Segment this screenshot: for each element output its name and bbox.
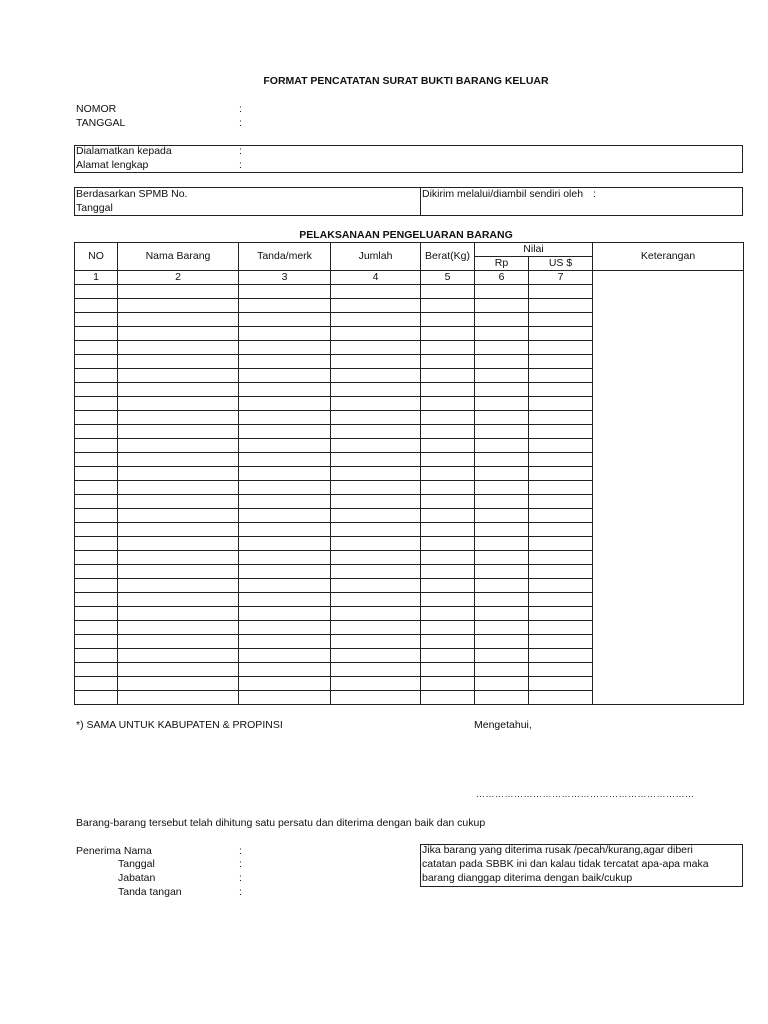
table-cell — [529, 341, 593, 355]
table-cell — [529, 495, 593, 509]
table-cell — [475, 313, 529, 327]
table-cell — [75, 509, 118, 523]
table-cell — [118, 565, 239, 579]
table-cell — [239, 495, 331, 509]
spmb-date-label: Tanggal — [76, 202, 113, 214]
table-cell — [75, 425, 118, 439]
table-cell — [239, 649, 331, 663]
table-cell — [421, 607, 475, 621]
table-cell — [118, 467, 239, 481]
table-cell — [331, 495, 421, 509]
table-cell — [331, 607, 421, 621]
table-cell — [239, 663, 331, 677]
table-cell — [75, 565, 118, 579]
table-cell — [331, 299, 421, 313]
table-cell — [529, 565, 593, 579]
table-cell — [239, 677, 331, 691]
table-cell — [421, 439, 475, 453]
table-cell — [421, 453, 475, 467]
table-cell — [475, 663, 529, 677]
table-cell — [331, 411, 421, 425]
table-cell — [239, 537, 331, 551]
tanggal-colon: : — [239, 117, 242, 129]
table-cell — [529, 327, 593, 341]
nomor-label: NOMOR — [76, 103, 117, 115]
table-cell — [421, 537, 475, 551]
table-cell — [118, 397, 239, 411]
table-cell — [239, 341, 331, 355]
table-cell — [529, 635, 593, 649]
table-cell — [475, 355, 529, 369]
table-cell — [331, 341, 421, 355]
column-number: 4 — [331, 271, 421, 285]
table-cell — [239, 411, 331, 425]
header-remarks: Keterangan — [593, 243, 744, 271]
table-cell — [529, 621, 593, 635]
table-cell — [239, 327, 331, 341]
table-cell — [421, 467, 475, 481]
table-cell — [529, 411, 593, 425]
table-cell — [118, 383, 239, 397]
receiver-name-colon: : — [239, 845, 242, 857]
table-cell — [239, 635, 331, 649]
table-cell — [331, 621, 421, 635]
table-cell — [239, 523, 331, 537]
table-cell — [475, 397, 529, 411]
table-cell — [75, 397, 118, 411]
table-cell — [529, 677, 593, 691]
receiver-signature-colon: : — [239, 886, 242, 898]
table-cell — [75, 607, 118, 621]
table-cell — [331, 537, 421, 551]
header-usd: US $ — [529, 257, 593, 271]
table-cell — [475, 481, 529, 495]
table-cell — [75, 593, 118, 607]
receiver-date-label: Tanggal — [118, 858, 155, 870]
table-cell — [475, 691, 529, 705]
table-cell — [475, 439, 529, 453]
table-cell — [239, 579, 331, 593]
table-cell — [475, 341, 529, 355]
header-quantity: Jumlah — [331, 243, 421, 271]
table-cell — [529, 663, 593, 677]
table-cell — [118, 607, 239, 621]
table-cell — [331, 593, 421, 607]
table-cell — [331, 509, 421, 523]
table-cell — [331, 481, 421, 495]
table-cell — [75, 355, 118, 369]
table-cell — [75, 677, 118, 691]
note-line: catatan pada SBBK ini dan kalau tidak tercatat apa-apa maka — [422, 858, 709, 870]
table-cell — [75, 537, 118, 551]
receiver-position-label: Jabatan — [118, 872, 156, 884]
table-cell — [331, 691, 421, 705]
table-cell — [421, 579, 475, 593]
table-cell — [529, 691, 593, 705]
table-cell — [118, 453, 239, 467]
items-table — [74, 242, 744, 705]
table-cell — [529, 649, 593, 663]
table-cell — [118, 369, 239, 383]
table-cell — [331, 453, 421, 467]
acknowledged-label: Mengetahui, — [474, 719, 532, 731]
table-cell — [118, 481, 239, 495]
table-cell — [529, 481, 593, 495]
table-cell — [421, 411, 475, 425]
table-cell — [75, 439, 118, 453]
table-cell — [239, 453, 331, 467]
table-cell — [475, 579, 529, 593]
table-cell — [75, 341, 118, 355]
table-cell — [475, 635, 529, 649]
receiver-signature-label: Tanda tangan — [118, 886, 182, 898]
addressed-to-colon: : — [239, 145, 242, 157]
spmb-label: Berdasarkan SPMB No. — [76, 188, 188, 200]
table-cell — [475, 677, 529, 691]
table-cell — [75, 285, 118, 299]
table-cell — [529, 579, 593, 593]
table-cell — [118, 313, 239, 327]
table-cell — [239, 439, 331, 453]
table-cell — [239, 369, 331, 383]
statement: Barang-barang tersebut telah dihitung satu persatu dan diterima dengan baik dan cukup — [76, 817, 486, 829]
table-cell — [239, 607, 331, 621]
table-cell — [75, 495, 118, 509]
table-cell — [75, 579, 118, 593]
table-cell — [331, 397, 421, 411]
table-cell — [239, 425, 331, 439]
table-cell — [475, 607, 529, 621]
receiver-position-colon: : — [239, 872, 242, 884]
signature-line: …………………………………………………………… — [476, 789, 695, 799]
table-cell — [421, 285, 475, 299]
table-cell — [331, 383, 421, 397]
table-cell — [421, 649, 475, 663]
table-cell — [421, 523, 475, 537]
table-cell — [421, 635, 475, 649]
tanggal-label: TANGGAL — [76, 117, 126, 129]
footnote: *) SAMA UNTUK KABUPATEN & PROPINSI — [76, 719, 283, 731]
table-cell — [118, 425, 239, 439]
table-cell — [239, 565, 331, 579]
table-cell — [475, 495, 529, 509]
table-cell — [331, 551, 421, 565]
addressed-to-label: Dialamatkan kepada — [76, 145, 172, 157]
table-cell — [475, 453, 529, 467]
table-cell — [529, 607, 593, 621]
table-cell — [421, 691, 475, 705]
table-cell — [331, 425, 421, 439]
table-cell — [118, 593, 239, 607]
table-cell — [239, 593, 331, 607]
table-cell — [331, 635, 421, 649]
note-line: Jika barang yang diterima rusak /pecah/kurang,agar diberi — [422, 844, 693, 856]
table-cell — [75, 523, 118, 537]
nomor-colon: : — [239, 103, 242, 115]
table-cell — [118, 635, 239, 649]
table-cell — [475, 425, 529, 439]
table-cell — [475, 509, 529, 523]
table-cell — [331, 467, 421, 481]
header-brand: Tanda/merk — [239, 243, 331, 271]
table-cell — [75, 663, 118, 677]
table-cell — [239, 355, 331, 369]
table-cell — [421, 621, 475, 635]
table-cell — [421, 313, 475, 327]
table-cell — [118, 523, 239, 537]
sent-via-colon: : — [593, 188, 596, 200]
table-cell — [118, 691, 239, 705]
table-cell — [331, 649, 421, 663]
table-cell — [75, 467, 118, 481]
table-cell — [421, 327, 475, 341]
full-address-label: Alamat lengkap — [76, 159, 149, 171]
table-cell — [331, 565, 421, 579]
table-cell — [331, 369, 421, 383]
address-box — [74, 145, 743, 173]
table-cell — [421, 383, 475, 397]
table-cell — [475, 369, 529, 383]
table-cell — [475, 565, 529, 579]
table-cell — [239, 397, 331, 411]
table-cell — [529, 425, 593, 439]
table-cell — [529, 551, 593, 565]
table-cell — [529, 355, 593, 369]
table-cell — [475, 537, 529, 551]
table-cell — [118, 299, 239, 313]
remarks-cell — [593, 271, 744, 705]
table-cell — [118, 621, 239, 635]
table-cell — [118, 495, 239, 509]
column-number: 5 — [421, 271, 475, 285]
table-cell — [421, 299, 475, 313]
table-cell — [239, 551, 331, 565]
table-cell — [239, 621, 331, 635]
table-cell — [529, 299, 593, 313]
table-cell — [239, 481, 331, 495]
document-title: FORMAT PENCATATAN SURAT BUKTI BARANG KELUAR — [263, 75, 549, 87]
table-cell — [421, 425, 475, 439]
table-cell — [75, 327, 118, 341]
table-cell — [331, 313, 421, 327]
table-cell — [475, 649, 529, 663]
table-cell — [118, 285, 239, 299]
table-cell — [529, 509, 593, 523]
table-cell — [118, 355, 239, 369]
section-title: PELAKSANAAN PENGELUARAN BARANG — [299, 229, 513, 241]
table-cell — [239, 299, 331, 313]
table-cell — [529, 397, 593, 411]
table-cell — [118, 341, 239, 355]
table-cell — [331, 355, 421, 369]
table-cell — [239, 509, 331, 523]
column-number: 1 — [75, 271, 118, 285]
table-cell — [75, 453, 118, 467]
table-cell — [421, 663, 475, 677]
table-cell — [239, 691, 331, 705]
header-no: NO — [75, 243, 118, 271]
table-cell — [475, 621, 529, 635]
column-number: 7 — [529, 271, 593, 285]
table-cell — [118, 663, 239, 677]
table-cell — [75, 313, 118, 327]
table-cell — [475, 299, 529, 313]
table-cell — [529, 523, 593, 537]
table-cell — [331, 523, 421, 537]
table-cell — [421, 677, 475, 691]
table-cell — [118, 579, 239, 593]
table-cell — [421, 495, 475, 509]
table-cell — [529, 383, 593, 397]
table-cell — [421, 593, 475, 607]
column-number: 2 — [118, 271, 239, 285]
table-cell — [118, 509, 239, 523]
table-cell — [75, 551, 118, 565]
full-address-colon: : — [239, 159, 242, 171]
table-cell — [529, 537, 593, 551]
table-cell — [75, 691, 118, 705]
table-cell — [421, 397, 475, 411]
table-cell — [118, 327, 239, 341]
sent-via-label: Dikirim melalui/diambil sendiri oleh — [422, 188, 584, 200]
table-cell — [118, 677, 239, 691]
header-item-name: Nama Barang — [118, 243, 239, 271]
table-cell — [529, 285, 593, 299]
table-cell — [475, 523, 529, 537]
table-cell — [421, 355, 475, 369]
header-value: Nilai — [475, 243, 593, 257]
table-cell — [75, 635, 118, 649]
receiver-date-colon: : — [239, 858, 242, 870]
table-cell — [239, 467, 331, 481]
table-cell — [331, 579, 421, 593]
table-cell — [118, 649, 239, 663]
table-cell — [75, 621, 118, 635]
table-cell — [421, 565, 475, 579]
table-cell — [529, 453, 593, 467]
header-weight: Berat(Kg) — [421, 243, 475, 271]
table-cell — [475, 285, 529, 299]
receiver-name-label: Penerima Nama — [76, 845, 152, 857]
table-cell — [529, 467, 593, 481]
table-cell — [529, 369, 593, 383]
table-cell — [75, 383, 118, 397]
column-number-row — [75, 271, 744, 285]
table-cell — [475, 593, 529, 607]
table-cell — [331, 439, 421, 453]
table-cell — [475, 467, 529, 481]
table-cell — [421, 551, 475, 565]
table-cell — [239, 313, 331, 327]
table-cell — [75, 649, 118, 663]
table-cell — [75, 299, 118, 313]
table-cell — [75, 411, 118, 425]
table-cell — [118, 439, 239, 453]
table-cell — [118, 551, 239, 565]
table-cell — [331, 285, 421, 299]
table-cell — [118, 537, 239, 551]
table-cell — [475, 551, 529, 565]
spmb-box-divider — [420, 187, 421, 216]
table-cell — [421, 369, 475, 383]
table-cell — [331, 663, 421, 677]
table-cell — [239, 383, 331, 397]
column-number: 6 — [475, 271, 529, 285]
table-cell — [529, 313, 593, 327]
table-cell — [475, 411, 529, 425]
table-cell — [75, 369, 118, 383]
table-cell — [331, 327, 421, 341]
table-cell — [475, 327, 529, 341]
table-cell — [331, 677, 421, 691]
table-cell — [239, 285, 331, 299]
table-cell — [421, 481, 475, 495]
table-cell — [118, 411, 239, 425]
header-rp: Rp — [475, 257, 529, 271]
table-cell — [529, 593, 593, 607]
note-line: barang dianggap diterima dengan baik/cukup — [422, 872, 633, 884]
table-cell — [421, 509, 475, 523]
table-cell — [75, 481, 118, 495]
table-cell — [421, 341, 475, 355]
table-cell — [475, 383, 529, 397]
table-cell — [529, 439, 593, 453]
column-number: 3 — [239, 271, 331, 285]
